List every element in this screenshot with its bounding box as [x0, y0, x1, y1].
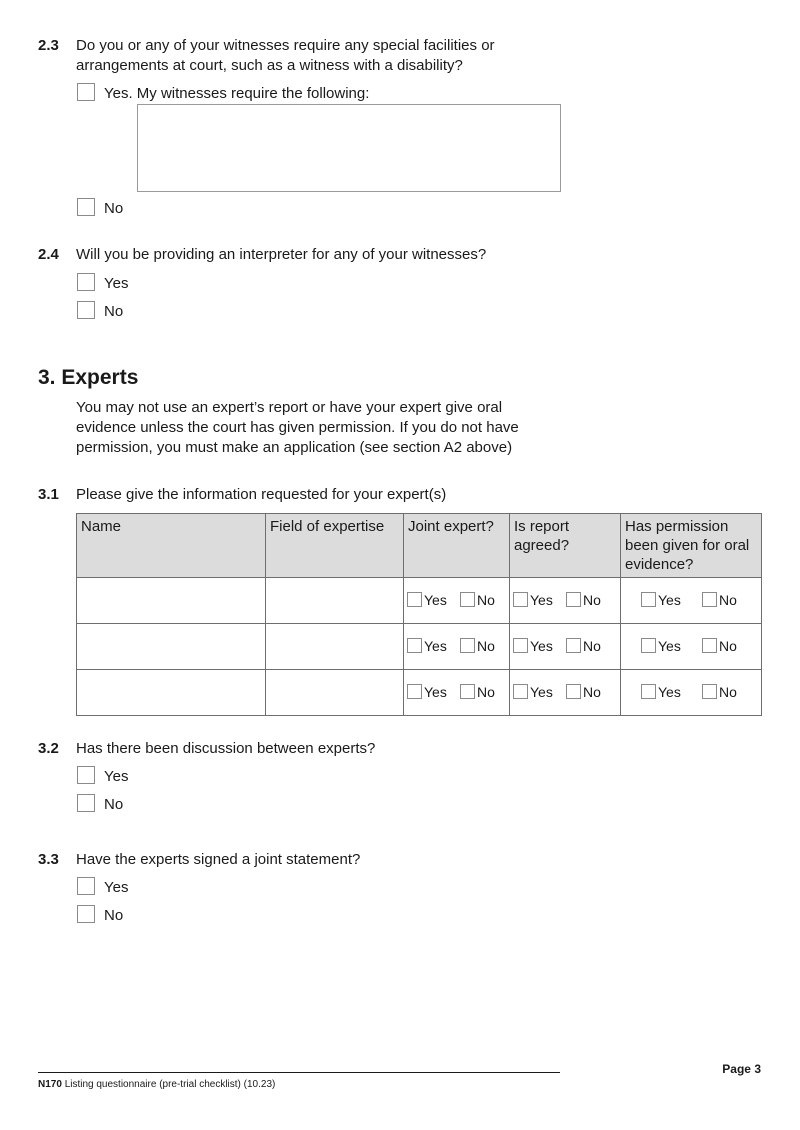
question-text-3-3: Have the experts signed a joint statement?: [76, 851, 361, 868]
yes-label: Yes: [424, 592, 447, 608]
yes-label: Yes: [530, 592, 553, 608]
footer-divider: [38, 1072, 560, 1073]
yes-label: Yes: [658, 684, 681, 700]
no-label: No: [719, 592, 737, 608]
q3-3-no-label: No: [104, 907, 124, 924]
q2-3-yes-label: Yes. My witnesses require the following:: [104, 85, 370, 102]
footer-form-code: N170: [38, 1079, 62, 1090]
expert-field-cell[interactable]: [266, 670, 404, 716]
permission-no-checkbox[interactable]: [702, 592, 717, 607]
no-label: No: [583, 638, 601, 654]
report-agreed-cell: [510, 670, 621, 716]
permission-yes-checkbox[interactable]: [641, 592, 656, 607]
permission-cell: [621, 670, 762, 716]
table-row: [77, 578, 762, 624]
permission-no-checkbox[interactable]: [702, 638, 717, 653]
report-agreed-yes-checkbox[interactable]: [513, 684, 528, 699]
experts-table: [76, 513, 762, 716]
q2-3-no-label: No: [104, 200, 124, 217]
expert-name-cell[interactable]: [77, 670, 266, 716]
expert-name-cell[interactable]: [77, 578, 266, 624]
question-text-2-3-line1: Do you or any of your witnesses require any special facilities or: [76, 37, 495, 54]
report-agreed-no-checkbox[interactable]: [566, 638, 581, 653]
joint-expert-no-checkbox[interactable]: [460, 592, 475, 607]
footer-form-reference: [38, 1079, 275, 1090]
report-agreed-no-checkbox[interactable]: [566, 684, 581, 699]
joint-expert-yes-checkbox[interactable]: [407, 684, 422, 699]
question-text-2-4: Will you be providing an interpreter for any of your witnesses?: [76, 246, 487, 263]
section-3-intro-line2: evidence unless the court has given permission. If you do not have: [76, 419, 519, 436]
permission-cell: [621, 578, 762, 624]
header-field-of-expertise: Field of expertise: [266, 514, 404, 578]
no-label: No: [477, 684, 495, 700]
report-agreed-yes-checkbox[interactable]: [513, 638, 528, 653]
report-agreed-cell: [510, 578, 621, 624]
q2-3-requirements-textarea[interactable]: [137, 104, 561, 192]
report-agreed-cell: [510, 624, 621, 670]
q2-3-yes-checkbox[interactable]: [77, 83, 95, 101]
table-row: [77, 624, 762, 670]
no-label: No: [477, 592, 495, 608]
yes-label: Yes: [658, 592, 681, 608]
section-3-intro-line3: permission, you must make an application (see section A2 above): [76, 439, 513, 456]
permission-yes-checkbox[interactable]: [641, 638, 656, 653]
joint-expert-cell: [404, 624, 510, 670]
permission-yes-checkbox[interactable]: [641, 684, 656, 699]
yes-label: Yes: [530, 638, 553, 654]
q3-2-no-checkbox[interactable]: [77, 794, 95, 812]
joint-expert-yes-checkbox[interactable]: [407, 592, 422, 607]
yes-label: Yes: [530, 684, 553, 700]
q3-3-yes-checkbox[interactable]: [77, 877, 95, 895]
q3-2-no-label: No: [104, 796, 124, 813]
question-text-3-2: Has there been discussion between experts?: [76, 740, 376, 757]
no-label: No: [583, 684, 601, 700]
page-number: Page 3: [722, 1062, 761, 1076]
section-3-title: 3. Experts: [38, 366, 139, 389]
footer-form-title: Listing questionnaire (pre-trial checklist) (10.23): [64, 1079, 276, 1090]
joint-expert-cell: [404, 670, 510, 716]
no-label: No: [583, 592, 601, 608]
q2-4-no-label: No: [104, 303, 124, 320]
expert-field-cell[interactable]: [266, 624, 404, 670]
joint-expert-no-checkbox[interactable]: [460, 638, 475, 653]
q2-4-yes-label: Yes: [104, 275, 129, 292]
question-number-3-3: 3.3: [38, 851, 59, 868]
joint-expert-yes-checkbox[interactable]: [407, 638, 422, 653]
question-number-3-2: 3.2: [38, 740, 59, 757]
permission-cell: [621, 624, 762, 670]
yes-label: Yes: [658, 638, 681, 654]
header-joint-expert: Joint expert?: [404, 514, 510, 578]
yes-label: Yes: [424, 638, 447, 654]
permission-no-checkbox[interactable]: [702, 684, 717, 699]
no-label: No: [719, 684, 737, 700]
expert-field-cell[interactable]: [266, 578, 404, 624]
table-row: [77, 670, 762, 716]
question-text-2-3: [76, 36, 495, 76]
q2-3-no-checkbox[interactable]: [77, 198, 95, 216]
q3-2-yes-checkbox[interactable]: [77, 766, 95, 784]
joint-expert-no-checkbox[interactable]: [460, 684, 475, 699]
section-3-intro-line1: You may not use an expert’s report or have your expert give oral: [76, 399, 503, 416]
report-agreed-no-checkbox[interactable]: [566, 592, 581, 607]
no-label: No: [719, 638, 737, 654]
header-report-agreed: Is report agreed?: [510, 514, 621, 578]
q2-4-yes-checkbox[interactable]: [77, 273, 95, 291]
q2-4-no-checkbox[interactable]: [77, 301, 95, 319]
question-number-3-1: 3.1: [38, 486, 59, 503]
header-permission-oral-evidence: Has permission been given for oral evidence?: [621, 514, 762, 578]
yes-label: Yes: [424, 684, 447, 700]
experts-table-header-row: [77, 514, 762, 578]
no-label: No: [477, 638, 495, 654]
question-number-2-4: 2.4: [38, 246, 59, 263]
q3-3-yes-label: Yes: [104, 879, 129, 896]
header-name: Name: [77, 514, 266, 578]
question-text-2-3-line2: arrangements at court, such as a witness with a disability?: [76, 57, 463, 74]
joint-expert-cell: [404, 578, 510, 624]
question-text-3-1: Please give the information requested for your expert(s): [76, 486, 447, 503]
question-number-2-3: 2.3: [38, 37, 59, 54]
q3-3-no-checkbox[interactable]: [77, 905, 95, 923]
report-agreed-yes-checkbox[interactable]: [513, 592, 528, 607]
section-3-intro: [76, 398, 519, 458]
expert-name-cell[interactable]: [77, 624, 266, 670]
q3-2-yes-label: Yes: [104, 768, 129, 785]
